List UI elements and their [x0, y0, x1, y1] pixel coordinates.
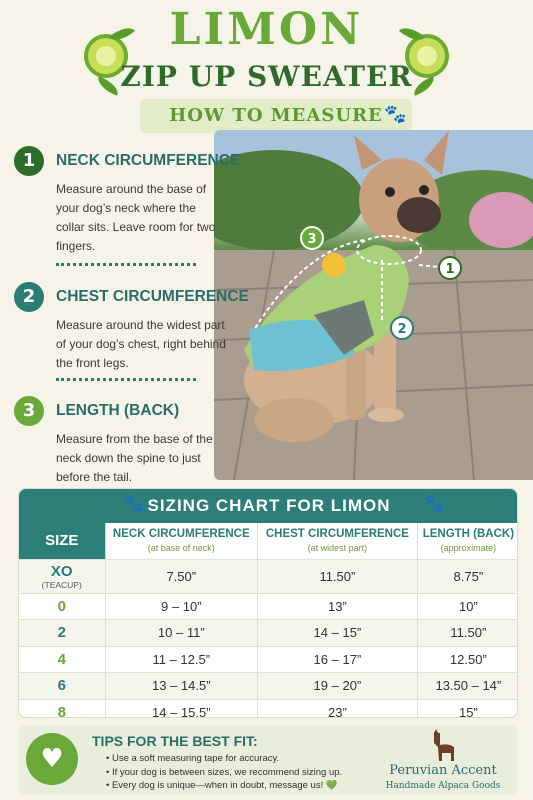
page-subtitle: ZIP UP SWEATER: [120, 60, 413, 93]
tip-item: • Every dog is unique—when in doubt, message us! 💚: [106, 779, 342, 793]
size-cell: [19, 646, 105, 673]
tip-item: • Use a soft measuring tape for accuracy.: [106, 752, 342, 766]
chest-cell: [258, 620, 418, 647]
length-cell: [417, 593, 518, 620]
table-row: [19, 593, 518, 620]
column-header-length-sub: (approximate): [440, 542, 497, 553]
sizing-table: [19, 523, 518, 718]
column-header-neck: [105, 523, 258, 559]
size-cell-value: XO: [50, 562, 73, 580]
neck-cell: [105, 620, 258, 647]
chest-cell-value: 11.50”: [319, 568, 356, 584]
size-cell-value: 2: [57, 624, 66, 642]
sizing-chart: [18, 488, 518, 718]
brand-name: Peruvian Accent: [389, 763, 497, 778]
chest-cell-value: 16 – 17”: [313, 651, 362, 667]
photo-marker-length: 3: [300, 226, 324, 250]
step-title: CHEST CIRCUMFERENCE: [56, 288, 249, 305]
neck-cell: [105, 593, 258, 620]
dog-illustration: [214, 130, 533, 480]
page-title: LIMON: [169, 4, 364, 55]
neck-cell-value: 9 – 10”: [161, 598, 202, 614]
step-description: Measure around the widest part of your dog’s chest, right behind the front legs.: [56, 318, 226, 370]
chest-cell-value: 19 – 20”: [313, 678, 362, 694]
size-cell-value: 6: [57, 677, 66, 695]
neck-cell-value: 10 – 11”: [157, 625, 205, 641]
neck-cell-value: 14 – 15.5”: [152, 705, 211, 718]
size-cell-value: 4: [57, 650, 66, 668]
length-cell: [417, 559, 518, 593]
paw-icon: 🐾: [123, 494, 145, 514]
tip-item: • If your dog is between sizes, we recommend sizing up.: [106, 766, 342, 780]
neck-cell-value: 7.50”: [166, 568, 197, 584]
step-neck: [14, 146, 241, 256]
column-header-chest-label: CHEST CIRCUMFERENCE: [265, 527, 409, 540]
length-cell-value: 15”: [458, 705, 478, 718]
chest-cell: [258, 593, 418, 620]
length-cell-value: 13.50 – 14”: [435, 678, 502, 694]
length-cell-value: 12.50”: [449, 651, 487, 667]
paw-icon: 🐾: [423, 494, 445, 514]
divider: [56, 378, 196, 381]
step-description: Measure from the base of the neck down the spine to just before the tail.: [56, 432, 213, 484]
column-header-length-label: LENGTH (BACK): [422, 527, 515, 540]
brand-tagline: Handmade Alpaca Goods: [385, 781, 501, 791]
length-cell: [417, 673, 518, 700]
how-to-measure-banner: [140, 99, 412, 133]
banner-text: HOW TO MEASURE: [169, 105, 383, 126]
size-cell: [19, 620, 105, 647]
length-cell-value: 10”: [458, 598, 478, 614]
column-header-neck-sub: (at base of neck): [147, 542, 215, 553]
size-cell: [19, 673, 105, 700]
step-description: Measure around the base of your dog’s neck where the collar sits. Leave room for two fingers.: [56, 182, 216, 253]
length-cell: [417, 699, 518, 718]
column-header-neck-label: NECK CIRCUMFERENCE: [112, 527, 250, 540]
sizing-chart-title: SIZING CHART FOR LIMON: [147, 496, 391, 515]
size-cell-value: 0: [57, 597, 66, 615]
length-cell-value: 8.75”: [453, 568, 484, 584]
neck-cell: [105, 646, 258, 673]
step-number: 1: [14, 146, 44, 176]
header: [0, 0, 533, 135]
table-row: [19, 559, 518, 593]
sizing-chart-header: [19, 489, 518, 523]
size-cell: [19, 593, 105, 620]
neck-cell-value: 13 – 14.5”: [152, 678, 211, 694]
table-row: [19, 620, 518, 647]
tips-title: TIPS FOR THE BEST FIT:: [92, 733, 258, 749]
size-cell-value: 8: [57, 704, 66, 718]
neck-cell-value: 11 – 12.5”: [152, 651, 211, 667]
table-row: [19, 699, 518, 718]
size-note: (TEACUP): [41, 579, 82, 590]
chest-cell-value: 13”: [328, 598, 347, 614]
size-cell: [19, 559, 105, 593]
photo-marker-neck: 1: [438, 256, 462, 280]
photo-marker-chest: 2: [390, 316, 414, 340]
column-header-length: [417, 523, 518, 559]
step-title: NECK CIRCUMFERENCE: [56, 152, 241, 169]
column-header-chest: [258, 523, 418, 559]
neck-cell: [105, 699, 258, 718]
length-cell: [417, 646, 518, 673]
table-row: [19, 646, 518, 673]
column-header-chest-sub: (at widest part): [307, 542, 368, 553]
chest-cell: [258, 673, 418, 700]
paw-icon: 🐾: [384, 104, 407, 125]
table-row: [19, 673, 518, 700]
step-number: 3: [14, 396, 44, 426]
chest-cell-value: 14 – 15”: [313, 625, 362, 641]
step-length: [14, 396, 214, 486]
column-header-size: SIZE: [19, 523, 105, 559]
length-cell: [417, 620, 518, 647]
chest-cell: [258, 646, 418, 673]
neck-cell: [105, 559, 258, 593]
step-chest: [14, 282, 249, 382]
alpaca-icon: [426, 729, 460, 763]
heart-paw-icon: ♥: [26, 733, 78, 785]
dog-photo: [214, 130, 533, 480]
table-header-row: [19, 523, 518, 559]
step-number: 2: [14, 282, 44, 312]
divider: [56, 263, 196, 266]
tips-panel: [18, 725, 518, 795]
tips-list: [106, 752, 342, 793]
step-title: LENGTH (BACK): [56, 402, 180, 419]
neck-cell: [105, 673, 258, 700]
length-cell-value: 11.50”: [450, 625, 487, 641]
sizing-table-body: [19, 559, 518, 718]
chest-cell: [258, 699, 418, 718]
chest-cell: [258, 559, 418, 593]
chest-cell-value: 23”: [328, 705, 347, 718]
size-cell: [19, 699, 105, 718]
